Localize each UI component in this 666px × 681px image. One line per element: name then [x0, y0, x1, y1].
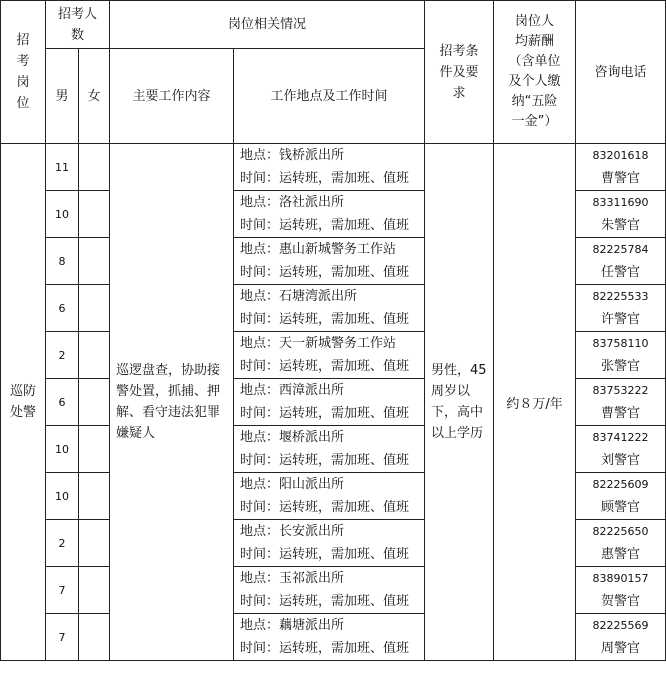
female-count: [79, 191, 110, 238]
female-count: [79, 238, 110, 285]
male-count: 2: [46, 332, 79, 379]
phone-number: 82225609: [592, 477, 649, 491]
phone-cell: [576, 144, 666, 191]
female-count: [79, 426, 110, 473]
phone-cell: [576, 520, 666, 567]
contact-name: 曹警官: [601, 405, 641, 421]
female-count: [79, 285, 110, 332]
work-time: 时间：运转班，需加班、值班: [234, 496, 425, 520]
work-time: 时间：运转班，需加班、值班: [234, 449, 425, 473]
header-main-content-label: 主要工作内容: [132, 88, 211, 104]
post-name-cell: [1, 144, 46, 661]
female-count: [79, 379, 110, 426]
conditions-text: 男性，45周岁以下，高中以上学历: [431, 363, 487, 441]
header-male-label: 男: [55, 88, 69, 104]
phone-number: 83890157: [592, 571, 649, 585]
phone-cell: [576, 473, 666, 520]
male-count: 10: [46, 191, 79, 238]
work-time: 时间：运转班，需加班、值班: [234, 355, 425, 379]
conditions-cell: [425, 144, 494, 661]
work-time: 时间：运转班，需加班、值班: [234, 590, 425, 614]
phone-number: 83311690: [592, 195, 649, 209]
male-count: 10: [46, 426, 79, 473]
header-phone-label: 咨询电话: [594, 64, 647, 80]
phone-number: 82225650: [592, 524, 649, 538]
header-conditions: [425, 1, 494, 144]
header-phone: [576, 1, 666, 144]
work-location: 地点：石塘湾派出所: [234, 285, 425, 309]
main-content-cell: [110, 144, 234, 661]
header-salary-label: 岗位人 均薪酬 （含单位 及个人缴 纳“五险 一金”）: [508, 14, 561, 129]
work-location: 地点：堰桥派出所: [234, 426, 425, 450]
header-salary: [494, 1, 576, 144]
male-count: 7: [46, 614, 79, 661]
header-main-content: [110, 49, 234, 144]
contact-name: 周警官: [601, 640, 641, 656]
work-location: 地点：玉祁派出所: [234, 567, 425, 591]
phone-cell: [576, 285, 666, 332]
phone-number: 83758110: [592, 336, 649, 350]
work-time: 时间：运转班，需加班、值班: [234, 637, 425, 661]
female-count: [79, 520, 110, 567]
male-count: 2: [46, 520, 79, 567]
female-count: [79, 567, 110, 614]
male-count: 8: [46, 238, 79, 285]
work-time: 时间：运转班，需加班、值班: [234, 402, 425, 426]
contact-name: 贺警官: [601, 593, 641, 609]
work-location: 地点：天一新城警务工作站: [234, 332, 425, 356]
header-place-time-label: 工作地点及工作时间: [270, 88, 388, 104]
work-time: 时间：运转班，需加班、值班: [234, 543, 425, 567]
contact-name: 刘警官: [601, 452, 641, 468]
main-content-text: 巡逻盘查，协助接警处置，抓捕、押解、看守违法犯罪嫌疑人: [116, 363, 221, 441]
work-location: 地点：藕塘派出所: [234, 614, 425, 638]
work-time: 时间：运转班，需加班、值班: [234, 308, 425, 332]
phone-number: 82225533: [592, 289, 649, 303]
header-recruit-count-label: 招考人 数: [58, 6, 98, 43]
contact-name: 顾警官: [601, 499, 641, 515]
phone-cell: [576, 191, 666, 238]
female-count: [79, 332, 110, 379]
work-time: 时间：运转班，需加班、值班: [234, 167, 425, 191]
work-location: 地点：钱桥派出所: [234, 144, 425, 168]
work-location: 地点：洛社派出所: [234, 191, 425, 215]
header-post-info-label: 岗位相关情况: [228, 17, 307, 32]
phone-number: 83201618: [592, 148, 649, 162]
header-conditions-label: 招考条 件及要 求: [439, 43, 479, 101]
work-location: 地点：惠山新城警务工作站: [234, 238, 425, 262]
salary-text: 约８万/年: [506, 396, 563, 412]
contact-name: 惠警官: [601, 546, 641, 562]
phone-cell: [576, 379, 666, 426]
work-location: 地点：西漳派出所: [234, 379, 425, 403]
phone-number: 83741222: [592, 430, 649, 444]
salary-cell: [494, 144, 576, 661]
phone-cell: [576, 614, 666, 661]
phone-number: 82225784: [592, 242, 649, 256]
header-post-label: 招 考 岗 位: [16, 33, 30, 111]
male-count: 7: [46, 567, 79, 614]
phone-cell: [576, 567, 666, 614]
male-count: 11: [46, 144, 79, 191]
phone-number: 83753222: [592, 383, 649, 397]
work-time: 时间：运转班，需加班、值班: [234, 214, 425, 238]
header-female-label: 女: [87, 88, 101, 104]
phone-cell: [576, 426, 666, 473]
phone-number: 82225569: [592, 618, 649, 632]
header-recruit-count: [46, 1, 110, 49]
header-post: [1, 1, 46, 144]
header-place-time: [234, 49, 425, 144]
header-female: [79, 49, 110, 144]
contact-name: 朱警官: [601, 217, 641, 233]
phone-cell: [576, 332, 666, 379]
male-count: 10: [46, 473, 79, 520]
female-count: [79, 144, 110, 191]
post-name: 巡防 处警: [9, 384, 36, 420]
female-count: [79, 614, 110, 661]
phone-cell: [576, 238, 666, 285]
work-location: 地点：长安派出所: [234, 520, 425, 544]
work-time: 时间：运转班，需加班、值班: [234, 261, 425, 285]
header-post-info: [110, 1, 425, 49]
contact-name: 许警官: [601, 311, 641, 327]
contact-name: 任警官: [601, 264, 641, 280]
header-male: [46, 49, 79, 144]
work-location: 地点：阳山派出所: [234, 473, 425, 497]
female-count: [79, 473, 110, 520]
contact-name: 张警官: [601, 358, 641, 374]
contact-name: 曹警官: [601, 170, 641, 186]
male-count: 6: [46, 379, 79, 426]
male-count: 6: [46, 285, 79, 332]
